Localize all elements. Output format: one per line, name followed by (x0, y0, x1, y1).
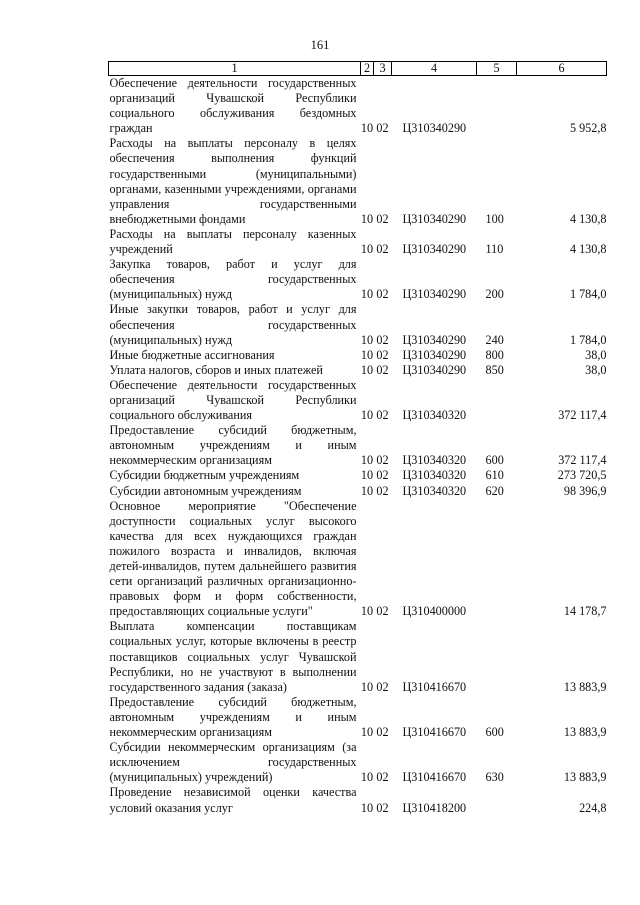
row-expense-type: 630 (485, 770, 504, 785)
row-section: 10 (360, 453, 374, 468)
row-name: Иные закупки товаров, работ и услуг для обеспечения государственных (муниципальных) нужд (109, 302, 357, 347)
table-body (109, 76, 607, 816)
row-target-article: Ц310416670 (402, 679, 467, 694)
row-amount: 13 883,9 (563, 679, 607, 694)
row-name: Субсидии автономным учреждениям (109, 483, 302, 498)
row-subsection: 02 (376, 725, 389, 740)
row-expense-type: 600 (485, 453, 504, 468)
row-expense-type (477, 378, 517, 423)
row-subsection: 02 (376, 287, 389, 302)
table-row (109, 348, 607, 363)
row-section: 10 (360, 287, 374, 302)
table-row (109, 619, 607, 694)
row-expense-type: 800 (485, 347, 504, 362)
row-subsection: 02 (376, 800, 389, 815)
row-amount: 224,8 (579, 800, 607, 815)
row-target-article: Ц310418200 (402, 800, 467, 815)
row-expense-type: 850 (485, 362, 504, 377)
table-row (109, 363, 607, 378)
row-name: Закупка товаров, работ и услуг для обеспечения государственных (муниципальных) нужд (109, 257, 357, 302)
row-target-article: Ц310340290 (402, 332, 467, 347)
row-section: 10 (360, 604, 374, 619)
table-row (109, 257, 607, 302)
row-section: 10 (360, 725, 374, 740)
row-amount: 5 952,8 (569, 121, 607, 136)
table-row (109, 740, 607, 785)
row-expense-type (477, 76, 517, 137)
row-amount: 1 784,0 (569, 332, 607, 347)
row-target-article: Ц310340290 (402, 287, 467, 302)
table-row (109, 76, 607, 137)
row-section: 10 (360, 332, 374, 347)
row-subsection: 02 (376, 121, 389, 136)
row-target-article: Ц310340290 (402, 347, 467, 362)
row-name: Иные бюджетные ассигнования (109, 347, 275, 362)
row-section: 10 (360, 468, 374, 483)
row-subsection: 02 (376, 242, 389, 257)
row-subsection: 02 (376, 211, 389, 226)
table-row (109, 695, 607, 740)
page-number: 161 (310, 38, 330, 52)
row-amount: 273 720,5 (557, 468, 607, 483)
row-subsection: 02 (376, 468, 389, 483)
row-expense-type (477, 499, 517, 620)
row-amount: 38,0 (585, 347, 607, 362)
header-col-6: 6 (517, 62, 607, 76)
row-subsection: 02 (376, 332, 389, 347)
row-target-article: Ц310340290 (402, 242, 467, 257)
table-header (109, 62, 607, 76)
row-target-article: Ц310400000 (402, 604, 467, 619)
row-amount: 1 784,0 (569, 287, 607, 302)
table-row (109, 468, 607, 483)
row-expense-type (477, 785, 517, 815)
row-name: Субсидии некоммерческим организациям (за исключением государственных (муниципальных) учреждений) (109, 740, 357, 785)
row-section: 10 (360, 483, 374, 498)
table-row (109, 423, 607, 468)
row-subsection: 02 (376, 679, 389, 694)
row-name: Предоставление субсидий бюджетным, автономным учреждениям и иным некоммерческим организациям (109, 694, 357, 740)
row-target-article: Ц310340320 (402, 408, 467, 423)
row-section: 10 (360, 800, 374, 815)
row-amount: 4 130,8 (569, 211, 607, 226)
row-name: Расходы на выплаты персоналу в целях обеспечения выполнения функций государственными (муниципальными) органами, казенными учреждениями, органами управления государственными внебюджетными фондами (109, 136, 357, 226)
row-name: Выплата компенсации поставщикам социальных услуг, которые включены в реестр поставщиков социальных услуг Чувашской Республики, но не участвуют в выполнении государственного задания (заказа) (109, 619, 357, 694)
row-expense-type: 620 (485, 483, 504, 498)
row-name: Основное мероприятие "Обеспечение доступности социальных услуг высокого качества для всех нуждающихся граждан пожилого возраста и инвалидов, включая детей-инвалидов, путем дальнейшего развития сети организаций различных организационно-правовых форм и форм собственности, предоставляющих социальные услуги" (109, 498, 357, 619)
header-col-4: 4 (392, 62, 477, 76)
row-expense-type (477, 619, 517, 694)
row-amount: 372 117,4 (558, 453, 607, 468)
table-row (109, 227, 607, 257)
table-row (109, 378, 607, 423)
row-name: Субсидии бюджетным учреждениям (109, 468, 300, 483)
header-col-5: 5 (477, 62, 517, 76)
budget-table (108, 61, 607, 816)
table-row (109, 499, 607, 620)
row-expense-type: 100 (485, 211, 504, 226)
row-target-article: Ц310340290 (402, 211, 467, 226)
row-amount: 372 117,4 (558, 408, 607, 423)
row-section: 10 (360, 242, 374, 257)
row-section: 10 (360, 362, 374, 377)
row-expense-type: 610 (485, 468, 504, 483)
row-section: 10 (360, 408, 374, 423)
table-row (109, 302, 607, 347)
row-amount: 98 396,9 (563, 483, 607, 498)
row-section: 10 (360, 770, 374, 785)
row-subsection: 02 (376, 453, 389, 468)
header-col-2: 2 (361, 62, 374, 76)
row-amount: 13 883,9 (563, 770, 607, 785)
row-expense-type: 200 (485, 287, 504, 302)
row-name: Обеспечение деятельности государственных организаций Чувашской Республики социального обслуживания (109, 377, 357, 423)
row-target-article: Ц310416670 (402, 725, 467, 740)
header-col-1: 1 (109, 62, 361, 76)
row-subsection: 02 (376, 770, 389, 785)
row-target-article: Ц310340320 (402, 468, 467, 483)
table-row (109, 484, 607, 499)
row-expense-type: 110 (485, 242, 504, 257)
row-amount: 14 178,7 (563, 604, 607, 619)
row-subsection: 02 (376, 362, 389, 377)
row-subsection: 02 (376, 604, 389, 619)
row-subsection: 02 (376, 347, 389, 362)
row-section: 10 (360, 211, 374, 226)
row-section: 10 (360, 679, 374, 694)
row-name: Предоставление субсидий бюджетным, автономным учреждениям и иным некоммерческим организациям (109, 423, 357, 468)
row-amount: 38,0 (585, 362, 607, 377)
row-amount: 4 130,8 (569, 242, 607, 257)
row-amount: 13 883,9 (563, 725, 607, 740)
row-subsection: 02 (376, 408, 389, 423)
row-target-article: Ц310340320 (402, 483, 467, 498)
row-target-article: Ц310340290 (402, 362, 467, 377)
header-col-3: 3 (374, 62, 392, 76)
row-target-article: Ц310340320 (402, 453, 467, 468)
row-name: Проведение независимой оценки качества условий оказания услуг (109, 785, 357, 815)
row-name: Уплата налогов, сборов и иных платежей (109, 362, 323, 377)
row-section: 10 (360, 347, 374, 362)
header-row (109, 62, 607, 76)
row-expense-type: 600 (485, 725, 504, 740)
row-subsection: 02 (376, 483, 389, 498)
row-section: 10 (360, 121, 374, 136)
row-expense-type: 240 (485, 332, 504, 347)
table-row (109, 136, 607, 227)
row-name: Обеспечение деятельности государственных организаций Чувашской Республики социального обслуживания бездомных граждан (109, 76, 357, 136)
row-name: Расходы на выплаты персоналу казенных учреждений (109, 226, 357, 257)
row-target-article: Ц310416670 (402, 770, 467, 785)
table-row (109, 785, 607, 815)
row-target-article: Ц310340290 (402, 121, 467, 136)
